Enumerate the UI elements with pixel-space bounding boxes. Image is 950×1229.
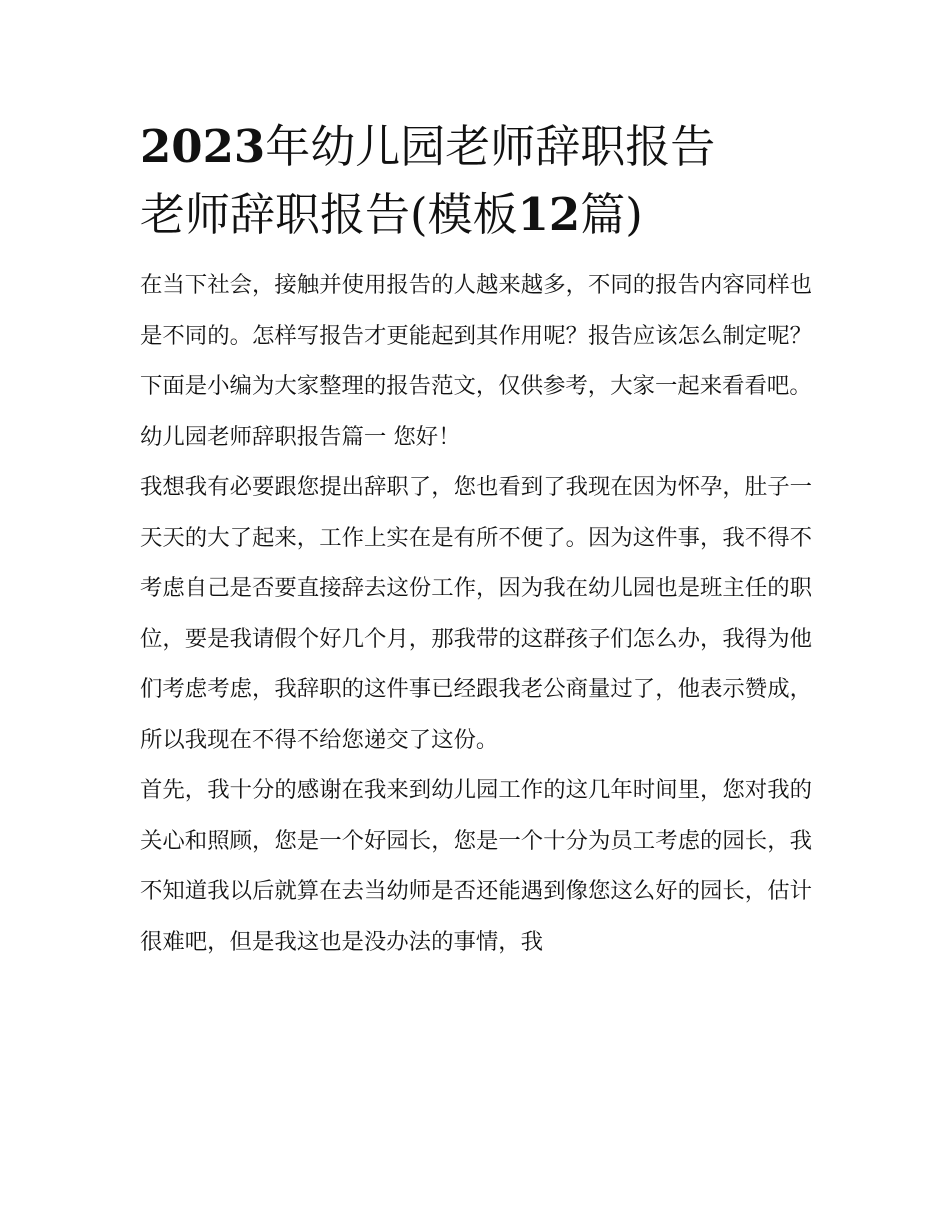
paragraph-thanks: 首先，我十分的感谢在我来到幼儿园工作的这几年时间里，您对我的关心和照顾，您是一个好园长，您是一个十分为员工考虑的园长，我不知道我以后就算在去当幼师是否还能遇到像您这么好的园长，估计很难吧，但是我这也是没办法的事情，我 <box>140 777 812 955</box>
title-line-2 <box>140 184 812 246</box>
title-line-2-end: 篇) <box>580 188 643 241</box>
title-year: 2023 <box>140 120 266 173</box>
title-line-1-text: 年幼儿园老师辞职报告 <box>265 120 716 173</box>
paragraph-intro: 在当下社会，接触并使用报告的人越来越多，不同的报告内容同样也是不同的。怎样写报告才更能起到其作用呢？报告应该怎么制定呢？下面是小编为大家整理的报告范文，仅供参考，大家一起来看看吧。 <box>140 272 812 399</box>
document-title <box>140 116 812 246</box>
paragraph-section-heading: 幼儿园老师辞职报告篇一 您好！ <box>140 423 461 450</box>
title-count: 12 <box>517 188 581 241</box>
title-line-1 <box>140 116 812 178</box>
document-page <box>140 116 812 967</box>
title-line-2-text: 老师辞职报告(模板 <box>140 188 518 241</box>
document-body <box>140 260 812 967</box>
paragraph-reason: 我想我有必要跟您提出辞职了，您也看到了我现在因为怀孕，肚子一天天的大了起来，工作上实在是有所不便了。因为这件事，我不得不考虑自己是否要直接辞去这份工作，因为我在幼儿园也是班主任的职位，要是我请假个好几个月，那我带的这群孩子们怎么办，我得为他们考虑考虑，我辞职的这件事已经跟我老公商量过了，他表示赞成，所以我现在不得不给您递交了这份。 <box>140 474 812 753</box>
